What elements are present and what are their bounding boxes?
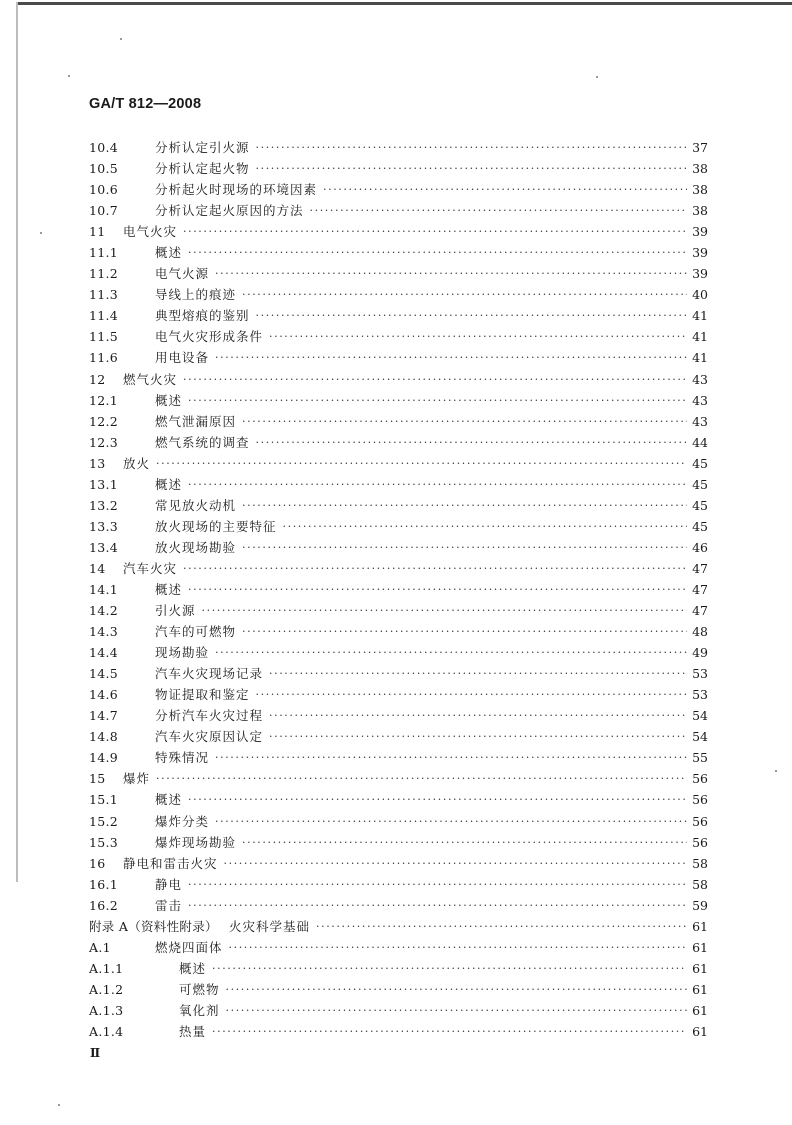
dot-leader — [242, 495, 687, 516]
dot-leader — [183, 558, 687, 579]
toc-entry-number: 15.2 — [89, 813, 119, 829]
dot-leader — [229, 937, 687, 958]
toc-entry-number: 13.2 — [89, 497, 119, 513]
dot-leader — [256, 432, 687, 453]
toc-entry-title: 火灾科学基础 — [229, 918, 311, 934]
dot-leader — [188, 242, 687, 263]
toc-entry-number: 16 — [89, 855, 106, 871]
toc-entry-page: 47 — [692, 560, 708, 576]
toc-entry-page: 56 — [692, 813, 708, 829]
toc-entry-page: 38 — [692, 203, 708, 219]
toc-entry-title: 现场勘验 — [155, 645, 210, 661]
toc-entry-title: 典型熔痕的鉴别 — [155, 308, 250, 324]
toc-entry-page: 39 — [692, 266, 708, 282]
toc-entry[interactable] — [89, 916, 708, 937]
toc-entry-title: 爆炸分类 — [155, 813, 210, 829]
dot-leader — [215, 642, 687, 663]
toc-entry-number: 11.6 — [89, 350, 119, 366]
dot-leader — [202, 600, 687, 621]
toc-entry-number: 11.2 — [89, 266, 119, 282]
toc-entry-number: A.1.2 — [89, 981, 124, 997]
toc-entry-page: 38 — [692, 182, 708, 198]
toc-entry-page: 58 — [692, 876, 708, 892]
toc-entry-title: 概述 — [155, 245, 183, 261]
toc-entry-page: 59 — [692, 897, 708, 913]
scan-speck — [120, 38, 122, 40]
dot-leader — [212, 958, 687, 979]
toc-entry[interactable] — [89, 663, 708, 684]
document-code: GA/T 812—2008 — [89, 96, 202, 112]
toc-entry[interactable] — [89, 937, 708, 958]
dot-leader — [183, 221, 687, 242]
toc-entry[interactable] — [89, 747, 708, 768]
toc-entry-number: A.1.1 — [89, 960, 124, 976]
toc-entry[interactable] — [89, 958, 708, 979]
toc-entry-title: 汽车火灾原因认定 — [155, 729, 264, 745]
toc-entry-number: 13.3 — [89, 518, 119, 534]
dot-leader — [226, 979, 687, 1000]
toc-entry-title: 概述 — [155, 581, 183, 597]
toc-entry-number: 14.9 — [89, 750, 119, 766]
toc-entry-number: 15 — [89, 771, 106, 787]
toc-entry[interactable] — [89, 705, 708, 726]
toc-entry[interactable] — [89, 284, 708, 305]
toc-entry-page: 61 — [692, 1002, 708, 1018]
toc-entry[interactable] — [89, 369, 708, 390]
toc-entry[interactable] — [89, 684, 708, 705]
toc-entry[interactable] — [89, 642, 708, 663]
toc-entry-title: 分析认定起火原因的方法 — [155, 203, 304, 219]
toc-entry-number: 14 — [89, 560, 106, 576]
toc-entry[interactable] — [89, 221, 708, 242]
scan-border-left — [16, 2, 18, 882]
toc-entry-title: 静电 — [155, 876, 183, 892]
toc-entry-page: 43 — [692, 371, 708, 387]
toc-entry[interactable] — [89, 811, 708, 832]
dot-leader — [269, 663, 687, 684]
toc-entry-title: 分析起火时现场的环境因素 — [155, 182, 318, 198]
toc-entry[interactable] — [89, 874, 708, 895]
dot-leader — [256, 684, 687, 705]
dot-leader — [156, 453, 687, 474]
toc-entry-title: 分析汽车火灾过程 — [155, 708, 264, 724]
toc-entry-page: 61 — [692, 1023, 708, 1039]
toc-entry[interactable] — [89, 979, 708, 1000]
toc-entry-page: 53 — [692, 666, 708, 682]
dot-leader — [212, 1021, 687, 1042]
toc-entry-title: 导线上的痕迹 — [155, 287, 237, 303]
toc-entry[interactable] — [89, 474, 708, 495]
toc-entry-number: 14.2 — [89, 603, 119, 619]
toc-entry-number: 10.6 — [89, 182, 119, 198]
dot-leader — [224, 853, 687, 874]
toc-entry-number: 12.2 — [89, 413, 119, 429]
dot-leader — [215, 263, 687, 284]
dot-leader — [188, 789, 687, 810]
toc-entry-number: 15.3 — [89, 834, 119, 850]
scan-speck — [58, 1104, 60, 1106]
toc-entry-number: 12.3 — [89, 434, 119, 450]
toc-entry[interactable] — [89, 347, 708, 368]
toc-entry[interactable] — [89, 516, 708, 537]
toc-entry[interactable] — [89, 832, 708, 853]
toc-entry-page: 58 — [692, 855, 708, 871]
toc-entry-title: 氧化剂 — [179, 1002, 220, 1018]
toc-entry-number: 14.4 — [89, 645, 119, 661]
toc-entry-title: 概述 — [155, 792, 183, 808]
toc-entry-number: 14.1 — [89, 581, 119, 597]
toc-entry[interactable] — [89, 1000, 708, 1021]
toc-entry-title: 汽车火灾 — [123, 560, 178, 576]
toc-entry-page: 54 — [692, 708, 708, 724]
dot-leader — [256, 137, 687, 158]
toc-entry-title: 概述 — [179, 960, 207, 976]
toc-entry-number: A.1.4 — [89, 1023, 124, 1039]
toc-entry-number: 12.1 — [89, 392, 119, 408]
dot-leader — [323, 179, 687, 200]
dot-leader — [183, 369, 687, 390]
toc-entry-number: 14.5 — [89, 666, 119, 682]
toc-entry-page: 45 — [692, 518, 708, 534]
toc-entry-title: 用电设备 — [155, 350, 210, 366]
toc-entry-title: 电气火灾形成条件 — [155, 329, 264, 345]
toc-entry[interactable] — [89, 411, 708, 432]
toc-entry-page: 40 — [692, 287, 708, 303]
toc-entry[interactable] — [89, 453, 708, 474]
toc-entry-title: 燃气泄漏原因 — [155, 413, 237, 429]
toc-entry-title: 引火源 — [155, 603, 196, 619]
toc-entry-page: 56 — [692, 834, 708, 850]
toc-entry-page: 38 — [692, 161, 708, 177]
toc-entry[interactable] — [89, 432, 708, 453]
toc-entry-page: 37 — [692, 140, 708, 155]
toc-entry-page: 41 — [692, 308, 708, 324]
toc-entry-title: 分析认定引火源 — [155, 140, 250, 155]
toc-entry-page: 43 — [692, 392, 708, 408]
table-of-contents — [89, 137, 708, 1042]
toc-entry[interactable] — [89, 390, 708, 411]
toc-entry-number: 14.7 — [89, 708, 119, 724]
toc-entry-page: 45 — [692, 497, 708, 513]
toc-entry-page: 39 — [692, 224, 708, 240]
toc-entry-number: 11.3 — [89, 287, 119, 303]
toc-entry-page: 61 — [692, 939, 708, 955]
dot-leader — [242, 284, 687, 305]
toc-entry[interactable] — [89, 242, 708, 263]
dot-leader — [316, 916, 687, 937]
dot-leader — [215, 347, 687, 368]
toc-entry[interactable] — [89, 495, 708, 516]
toc-entry[interactable] — [89, 326, 708, 347]
dot-leader — [188, 895, 687, 916]
toc-entry-title: 放火现场勘验 — [155, 539, 237, 555]
scan-speck — [775, 770, 777, 772]
toc-entry[interactable] — [89, 789, 708, 810]
toc-entry-number: 16.2 — [89, 897, 119, 913]
toc-entry-number: 16.1 — [89, 876, 119, 892]
toc-entry-number: 11 — [89, 224, 106, 240]
scan-speck — [40, 232, 42, 234]
toc-entry[interactable] — [89, 263, 708, 284]
toc-entry-page: 55 — [692, 750, 708, 766]
toc-entry-page: 56 — [692, 792, 708, 808]
toc-entry[interactable] — [89, 579, 708, 600]
toc-entry[interactable] — [89, 621, 708, 642]
toc-entry-title: 电气火源 — [155, 266, 210, 282]
dot-leader — [188, 579, 687, 600]
toc-entry-title: 汽车火灾现场记录 — [155, 666, 264, 682]
toc-entry-page: 61 — [692, 960, 708, 976]
dot-leader — [156, 768, 687, 789]
toc-entry-title: 电气火灾 — [123, 224, 178, 240]
toc-entry-number: A.1 — [89, 939, 111, 955]
scan-speck — [68, 75, 70, 77]
toc-entry-number: 10.5 — [89, 161, 119, 177]
toc-entry[interactable] — [89, 853, 708, 874]
toc-entry[interactable] — [89, 1021, 708, 1042]
toc-entry-page: 47 — [692, 603, 708, 619]
toc-entry-page: 56 — [692, 771, 708, 787]
page-number: Ⅱ — [90, 1046, 101, 1060]
toc-entry-page: 54 — [692, 729, 708, 745]
toc-entry-page: 45 — [692, 455, 708, 471]
toc-entry-title: 可燃物 — [179, 981, 220, 997]
toc-entry[interactable] — [89, 179, 708, 200]
dot-leader — [242, 411, 687, 432]
dot-leader — [242, 832, 687, 853]
toc-entry-number: 10.7 — [89, 203, 119, 219]
dot-leader — [256, 305, 687, 326]
toc-entry-page: 46 — [692, 539, 708, 555]
toc-entry-number: 10.4 — [89, 140, 119, 155]
toc-entry-title: 燃气火灾 — [123, 371, 178, 387]
toc-entry-page: 43 — [692, 413, 708, 429]
dot-leader — [283, 516, 687, 537]
toc-entry-title: 汽车的可燃物 — [155, 624, 237, 640]
scan-speck — [596, 76, 598, 78]
toc-entry-title: 分析认定起火物 — [155, 161, 250, 177]
toc-entry-title: 燃气系统的调查 — [155, 434, 250, 450]
dot-leader — [215, 811, 687, 832]
dot-leader — [188, 474, 687, 495]
toc-entry-number: 11.1 — [89, 245, 119, 261]
toc-entry-number: 附录 A（资料性附录） — [89, 918, 218, 934]
dot-leader — [310, 200, 687, 221]
toc-entry-number: 14.8 — [89, 729, 119, 745]
toc-entry-number: 13 — [89, 455, 106, 471]
toc-entry-number: 14.3 — [89, 624, 119, 640]
toc-entry-number: A.1.3 — [89, 1002, 124, 1018]
toc-entry[interactable] — [89, 137, 708, 158]
dot-leader — [242, 537, 687, 558]
toc-entry-number: 12 — [89, 371, 106, 387]
toc-entry-page: 53 — [692, 687, 708, 703]
toc-entry-title: 燃烧四面体 — [155, 939, 223, 955]
scan-border-top — [16, 2, 792, 5]
toc-entry[interactable] — [89, 537, 708, 558]
dot-leader — [215, 747, 687, 768]
toc-entry-page: 45 — [692, 476, 708, 492]
toc-entry-number: 11.5 — [89, 329, 119, 345]
toc-entry-number: 14.6 — [89, 687, 119, 703]
toc-entry[interactable] — [89, 200, 708, 221]
toc-entry[interactable] — [89, 895, 708, 916]
toc-entry-number: 13.4 — [89, 539, 119, 555]
toc-entry[interactable] — [89, 726, 708, 747]
toc-entry-page: 48 — [692, 624, 708, 640]
dot-leader — [242, 621, 687, 642]
dot-leader — [188, 390, 687, 411]
dot-leader — [256, 158, 687, 179]
toc-entry-page: 41 — [692, 350, 708, 366]
toc-entry-number: 11.4 — [89, 308, 119, 324]
toc-entry[interactable] — [89, 305, 708, 326]
toc-entry[interactable] — [89, 600, 708, 621]
toc-entry-page: 61 — [692, 918, 708, 934]
toc-entry[interactable] — [89, 768, 708, 789]
toc-entry-page: 61 — [692, 981, 708, 997]
toc-entry-title: 概述 — [155, 476, 183, 492]
toc-entry-title: 爆炸 — [123, 771, 151, 787]
toc-entry-number: 13.1 — [89, 476, 119, 492]
toc-entry-title: 常见放火动机 — [155, 497, 237, 513]
toc-entry-title: 特殊情况 — [155, 750, 210, 766]
toc-entry-title: 物证提取和鉴定 — [155, 687, 250, 703]
toc-entry-title: 概述 — [155, 392, 183, 408]
toc-entry-page: 47 — [692, 581, 708, 597]
toc-entry-title: 雷击 — [155, 897, 183, 913]
dot-leader — [269, 726, 687, 747]
toc-entry[interactable] — [89, 158, 708, 179]
toc-entry[interactable] — [89, 558, 708, 579]
dot-leader — [269, 326, 687, 347]
toc-entry-number: 15.1 — [89, 792, 119, 808]
toc-entry-page: 49 — [692, 645, 708, 661]
toc-entry-title: 爆炸现场勘验 — [155, 834, 237, 850]
toc-entry-page: 41 — [692, 329, 708, 345]
dot-leader — [188, 874, 687, 895]
toc-entry-title: 放火 — [123, 455, 151, 471]
toc-entry-title: 热量 — [179, 1023, 207, 1039]
dot-leader — [226, 1000, 687, 1021]
toc-entry-title: 静电和雷击火灾 — [123, 855, 218, 871]
toc-entry-page: 39 — [692, 245, 708, 261]
toc-entry-page: 44 — [692, 434, 708, 450]
dot-leader — [269, 705, 687, 726]
toc-entry-title: 放火现场的主要特征 — [155, 518, 277, 534]
